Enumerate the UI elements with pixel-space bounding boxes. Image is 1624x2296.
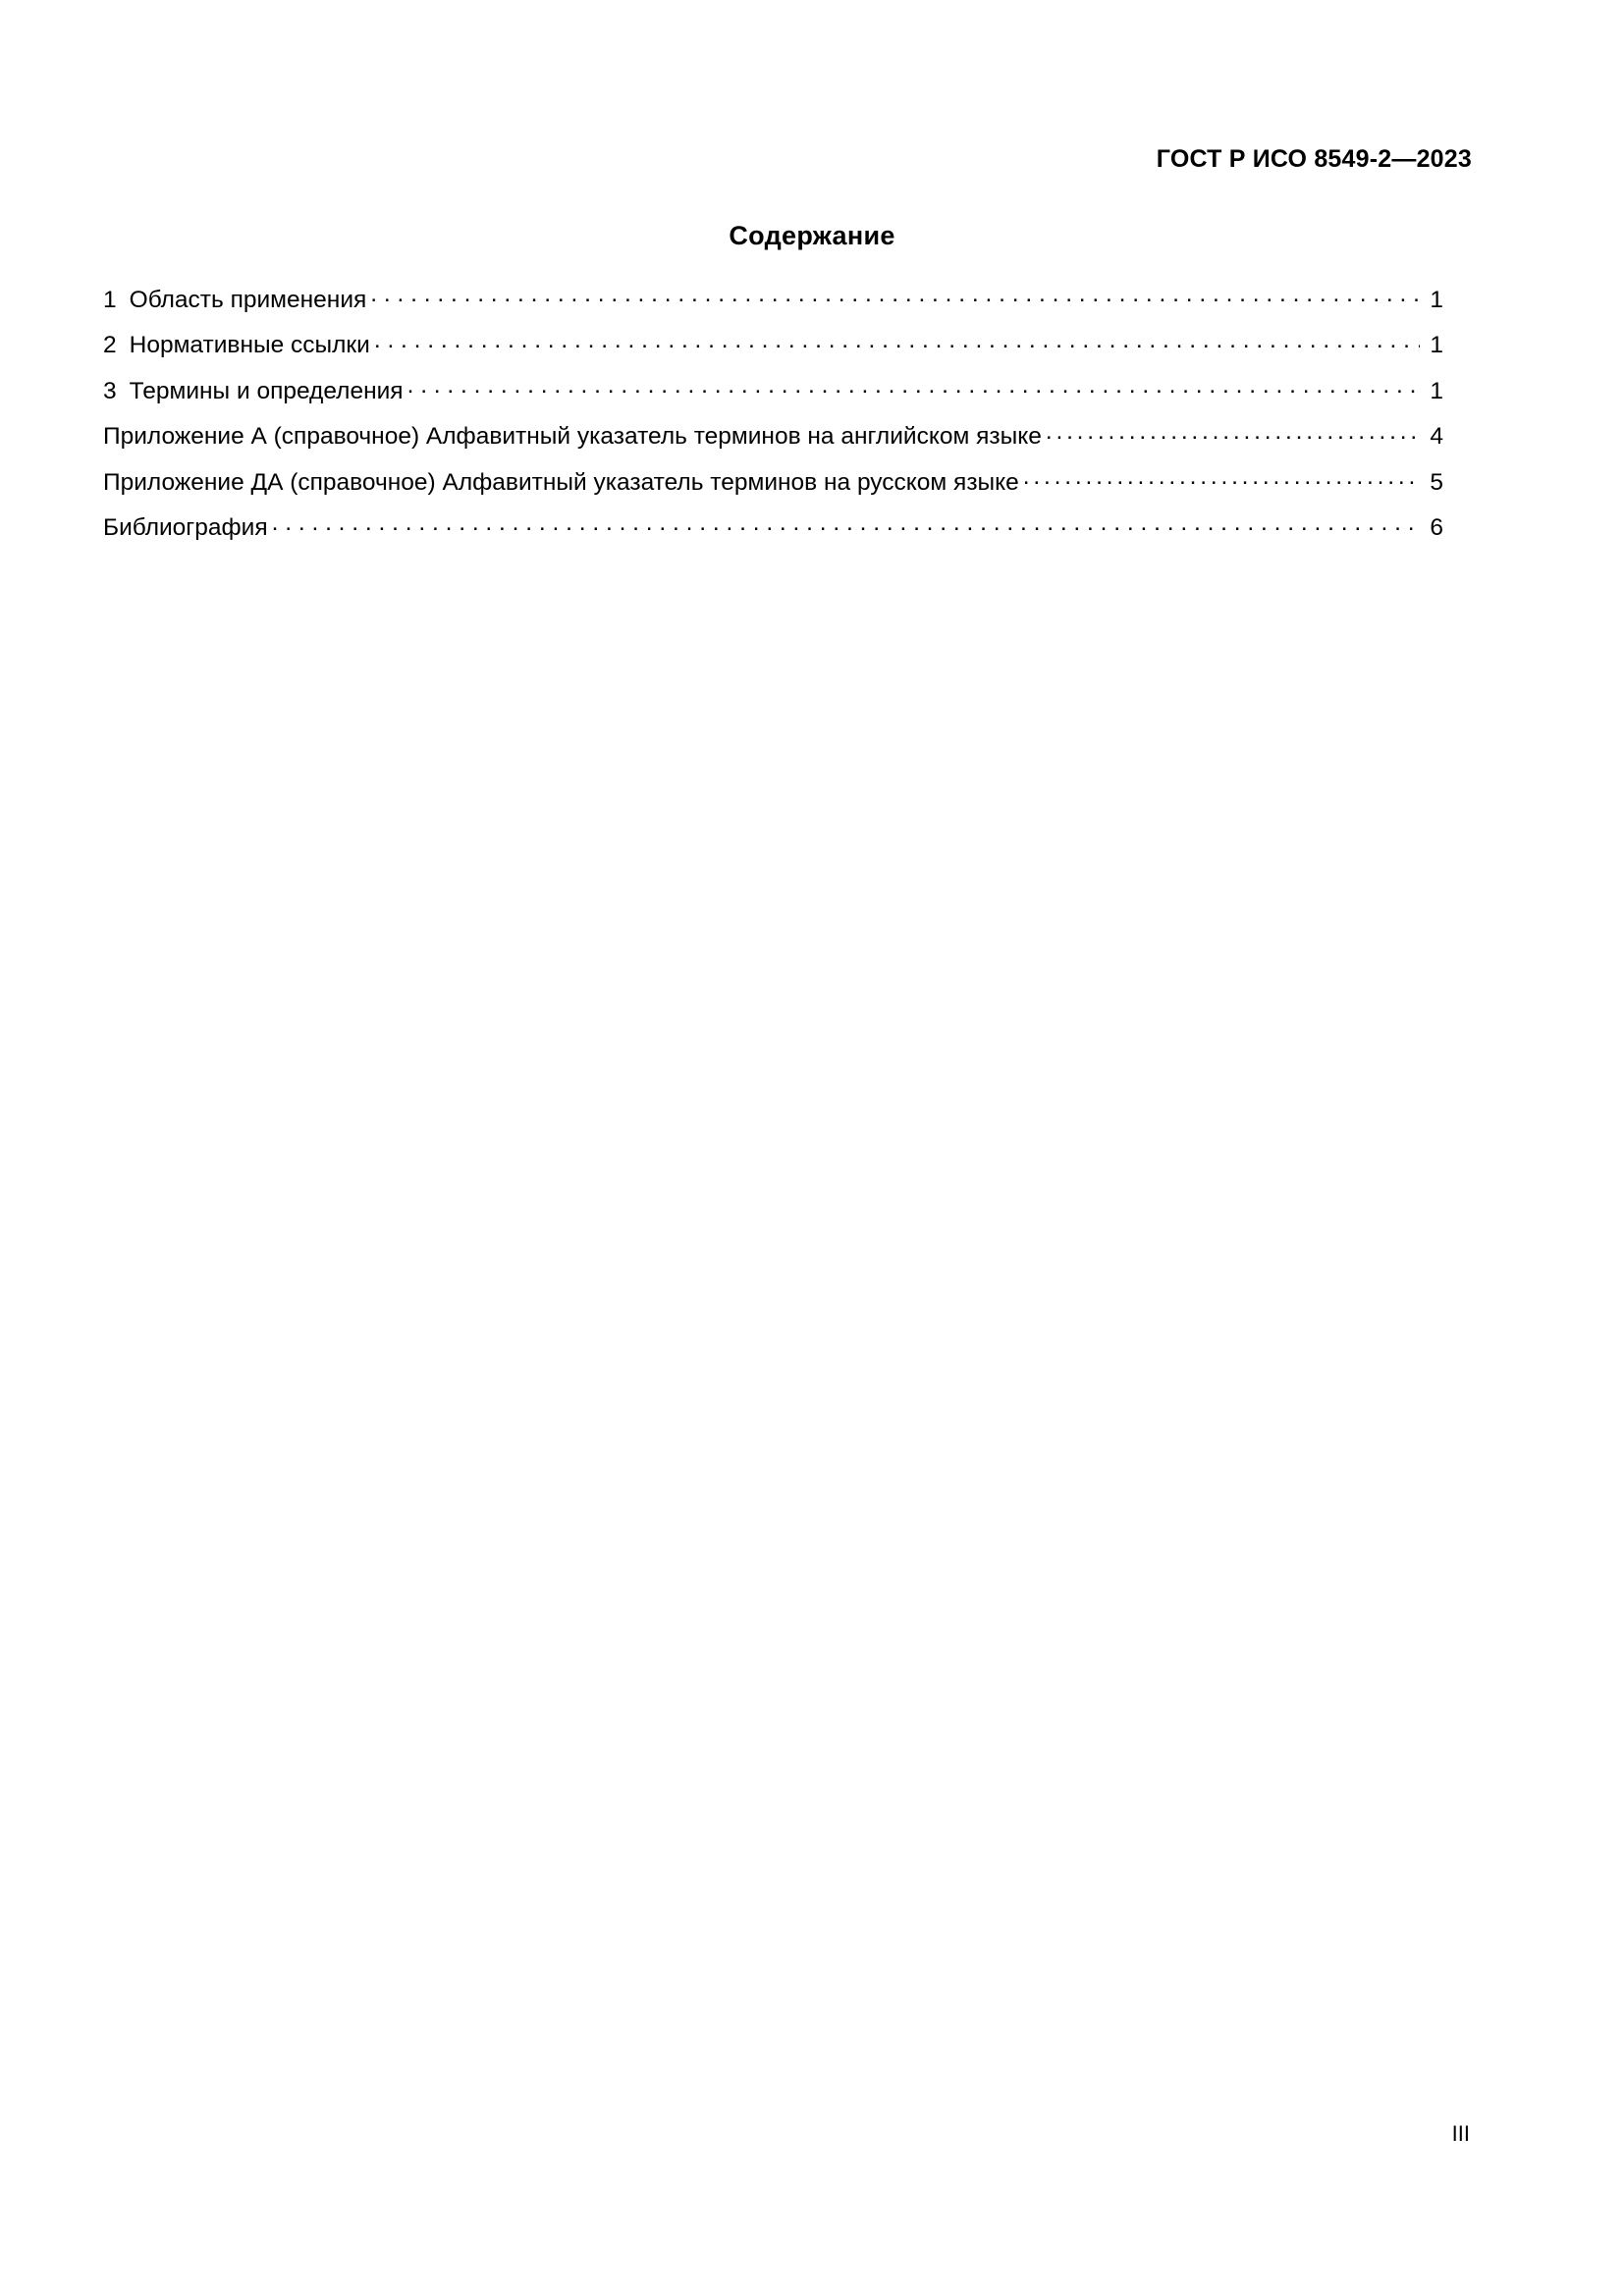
toc-entry-page: 1 [1430, 332, 1443, 358]
toc-entry[interactable] [103, 374, 1443, 403]
toc-entry-label: Приложение ДА (справочное) Алфавитный указатель терминов на русском языке [103, 468, 1019, 496]
toc-entry[interactable] [103, 283, 1443, 312]
toc-entry-label: Нормативные ссылки [129, 332, 370, 358]
toc-entry-label: Библиография [103, 514, 268, 541]
toc-entry-page: 6 [1430, 514, 1443, 541]
toc-entry-label: Приложение А (справочное) Алфавитный указатель терминов на английском языке [103, 423, 1042, 450]
toc-leader-dots [407, 374, 1420, 399]
toc-entry[interactable] [103, 329, 1443, 358]
toc-leader-dots [1046, 420, 1420, 445]
toc-entry-label: Термины и определения [129, 377, 404, 404]
toc-leader-dots [272, 511, 1420, 536]
toc-entry-page: 4 [1430, 423, 1443, 450]
standard-code-header: ГОСТ Р ИСО 8549-2—2023 [1156, 145, 1472, 173]
toc-entry-page: 1 [1430, 286, 1443, 313]
toc-entry[interactable] [103, 420, 1443, 450]
toc-entry[interactable] [103, 511, 1443, 541]
toc-entry-label: Область применения [129, 286, 367, 313]
toc-leader-dots [374, 329, 1420, 353]
toc-entry-page: 5 [1430, 468, 1443, 496]
toc-entry[interactable] [103, 465, 1443, 495]
table-of-contents [103, 283, 1443, 557]
toc-entry-number: 2 [103, 332, 117, 358]
toc-leader-dots [370, 283, 1420, 307]
toc-entry-page: 1 [1430, 377, 1443, 404]
toc-entry-number: 1 [103, 286, 117, 313]
page-number: III [1451, 2121, 1470, 2146]
toc-entry-number: 3 [103, 377, 117, 404]
toc-leader-dots [1023, 465, 1420, 490]
page-title: Содержание [729, 221, 895, 250]
